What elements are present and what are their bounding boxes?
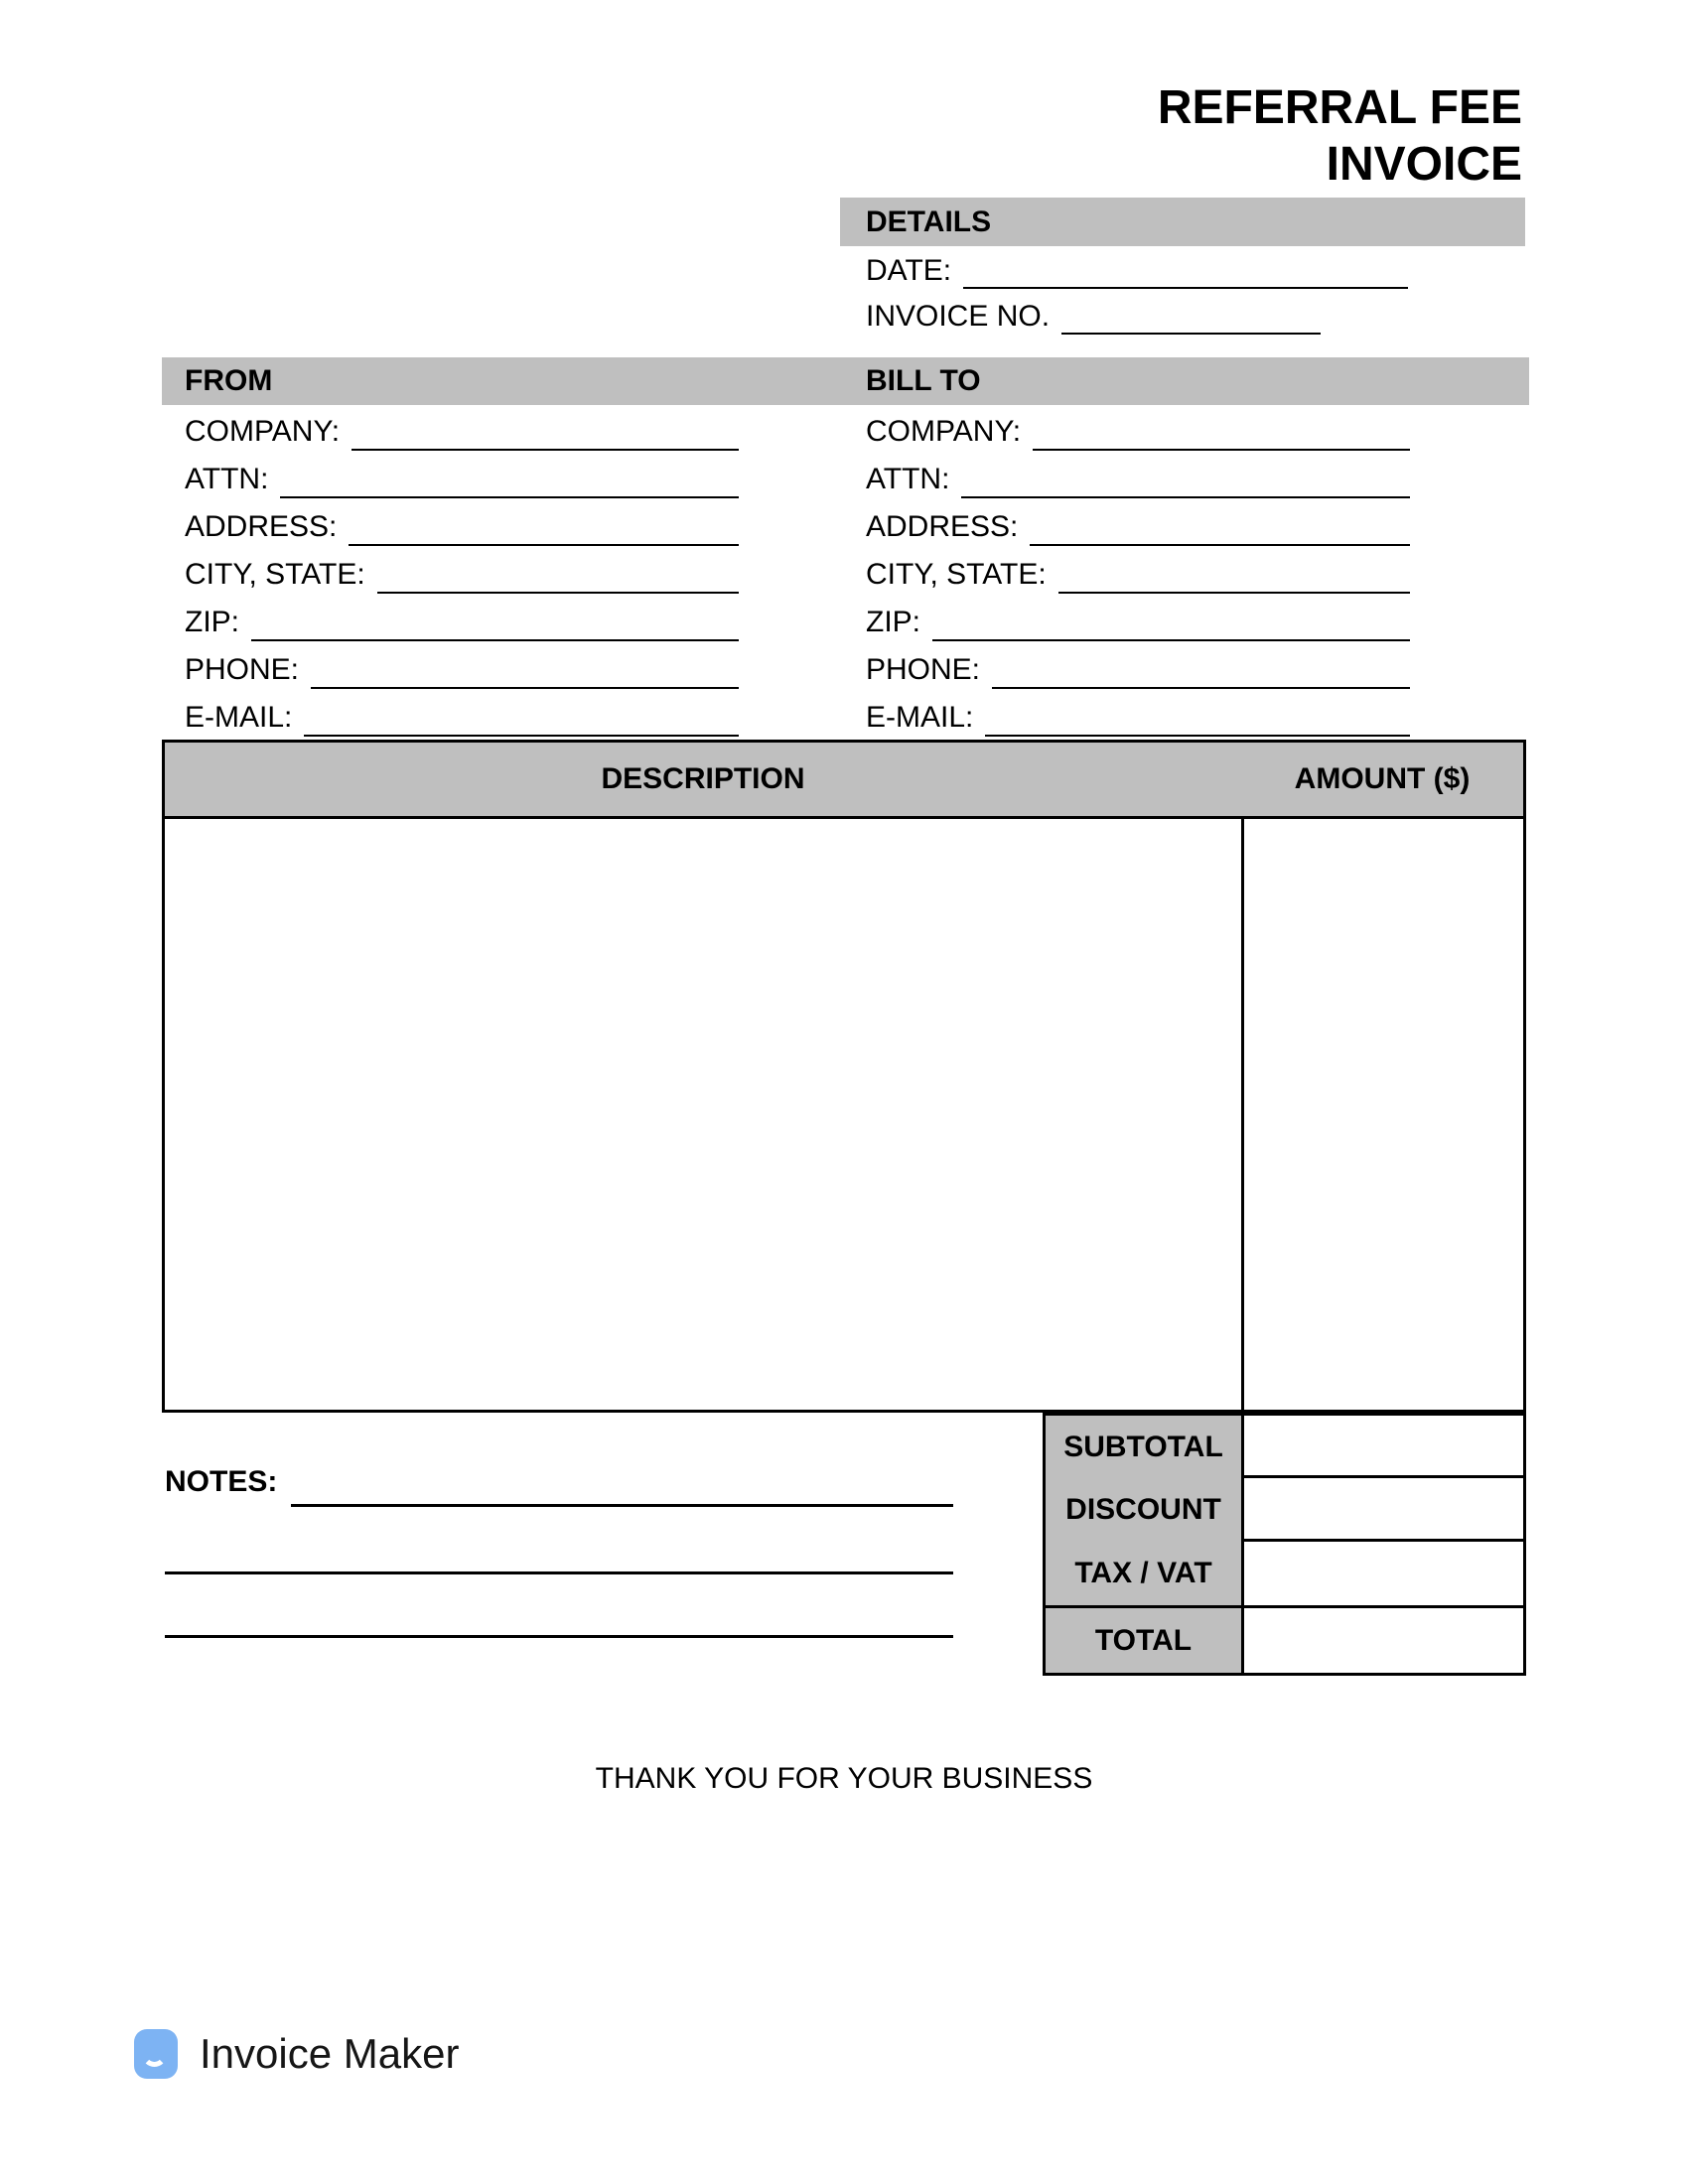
notes-section — [165, 1453, 953, 1638]
details-section — [840, 198, 1525, 340]
from-city-state-label: CITY, STATE: — [185, 558, 365, 591]
parties-header-bar — [162, 357, 1529, 405]
details-header: DETAILS — [840, 198, 1525, 246]
smile-icon — [142, 2042, 167, 2067]
parties-columns — [162, 405, 1529, 742]
from-field-email — [185, 694, 739, 742]
from-phone-label: PHONE: — [185, 653, 300, 686]
bill-to-attn-label: ATTN: — [866, 463, 950, 495]
tax-vat-label: TAX / VAT — [1046, 1542, 1241, 1605]
bill-to-phone-input-line[interactable] — [992, 646, 1410, 689]
notes-input-line-1[interactable] — [291, 1453, 953, 1507]
bill-to-field-zip — [866, 599, 1410, 646]
bill-to-company-input-line[interactable] — [1033, 408, 1410, 451]
date-input-line[interactable] — [963, 248, 1408, 289]
bill-to-header: BILL TO — [866, 364, 981, 397]
from-column — [162, 408, 838, 742]
from-email-label: E-MAIL: — [185, 701, 293, 734]
notes-input-line-2[interactable] — [165, 1511, 953, 1574]
from-city-state-input-line[interactable] — [377, 551, 739, 594]
notes-label: NOTES: — [165, 1465, 278, 1498]
from-field-attn — [185, 456, 739, 503]
bill-to-field-attn — [866, 456, 1410, 503]
from-company-input-line[interactable] — [352, 408, 739, 451]
invoice-no-input-line[interactable] — [1061, 294, 1321, 335]
page-title-line2: INVOICE — [1326, 138, 1522, 191]
from-field-phone — [185, 646, 739, 694]
discount-label: DISCOUNT — [1046, 1478, 1241, 1542]
items-table-header — [165, 743, 1523, 819]
bill-to-field-phone — [866, 646, 1410, 694]
bill-to-city-state-input-line[interactable] — [1058, 551, 1410, 594]
total-label: TOTAL — [1046, 1605, 1241, 1673]
from-header: FROM — [185, 364, 273, 397]
date-label: DATE: — [866, 254, 952, 287]
notes-input-line-3[interactable] — [165, 1574, 953, 1638]
subtotal-value-cell[interactable] — [1241, 1416, 1523, 1478]
amount-entry-cell[interactable] — [1241, 819, 1523, 1410]
thank-you-message: THANK YOU FOR YOUR BUSINESS — [595, 1762, 1093, 1795]
brand-footer — [134, 2029, 459, 2079]
totals-table — [1043, 1413, 1526, 1676]
bill-to-company-label: COMPANY: — [866, 415, 1022, 448]
field-row-date — [840, 248, 1408, 294]
bill-to-email-input-line[interactable] — [985, 694, 1410, 737]
bill-to-address-label: ADDRESS: — [866, 510, 1019, 543]
bill-to-field-company — [866, 408, 1410, 456]
page-title-line1: REFERRAL FEE — [1157, 81, 1522, 134]
from-field-zip — [185, 599, 739, 646]
field-row-invoice-no — [840, 294, 1321, 340]
page-title — [1158, 79, 1522, 193]
from-zip-input-line[interactable] — [251, 599, 739, 641]
bill-to-zip-input-line[interactable] — [932, 599, 1410, 641]
discount-value-cell[interactable] — [1241, 1478, 1523, 1542]
bill-to-email-label: E-MAIL: — [866, 701, 974, 734]
from-address-input-line[interactable] — [349, 503, 739, 546]
amount-column-header: AMOUNT ($) — [1294, 762, 1471, 795]
parties-section — [162, 357, 1529, 742]
bill-to-phone-label: PHONE: — [866, 653, 981, 686]
from-phone-input-line[interactable] — [311, 646, 739, 689]
description-entry-cell[interactable] — [165, 819, 1241, 1410]
from-company-label: COMPANY: — [185, 415, 341, 448]
from-email-input-line[interactable] — [304, 694, 739, 737]
from-address-label: ADDRESS: — [185, 510, 338, 543]
bill-to-zip-label: ZIP: — [866, 606, 921, 638]
bill-to-field-city-state — [866, 551, 1410, 599]
from-field-company — [185, 408, 739, 456]
brand-name: Invoice Maker — [200, 2030, 460, 2077]
bill-to-column — [850, 408, 1529, 742]
items-table-body — [165, 819, 1523, 1410]
bill-to-address-input-line[interactable] — [1030, 503, 1410, 546]
from-zip-label: ZIP: — [185, 606, 240, 638]
from-field-address — [185, 503, 739, 551]
tax-vat-value-cell[interactable] — [1241, 1542, 1523, 1605]
bill-to-city-state-label: CITY, STATE: — [866, 558, 1047, 591]
bill-to-field-email — [866, 694, 1410, 742]
subtotal-label: SUBTOTAL — [1046, 1416, 1241, 1478]
bill-to-field-address — [866, 503, 1410, 551]
invoice-maker-logo-icon — [134, 2029, 178, 2079]
total-value-cell[interactable] — [1241, 1605, 1523, 1673]
bill-to-attn-input-line[interactable] — [961, 456, 1410, 498]
from-attn-label: ATTN: — [185, 463, 269, 495]
from-field-city-state — [185, 551, 739, 599]
notes-row-1 — [165, 1453, 953, 1511]
parties-column-gap — [838, 408, 850, 742]
from-attn-input-line[interactable] — [280, 456, 739, 498]
description-column-header: DESCRIPTION — [601, 762, 805, 795]
invoice-no-label: INVOICE NO. — [866, 300, 1051, 333]
line-items-table — [162, 740, 1526, 1413]
